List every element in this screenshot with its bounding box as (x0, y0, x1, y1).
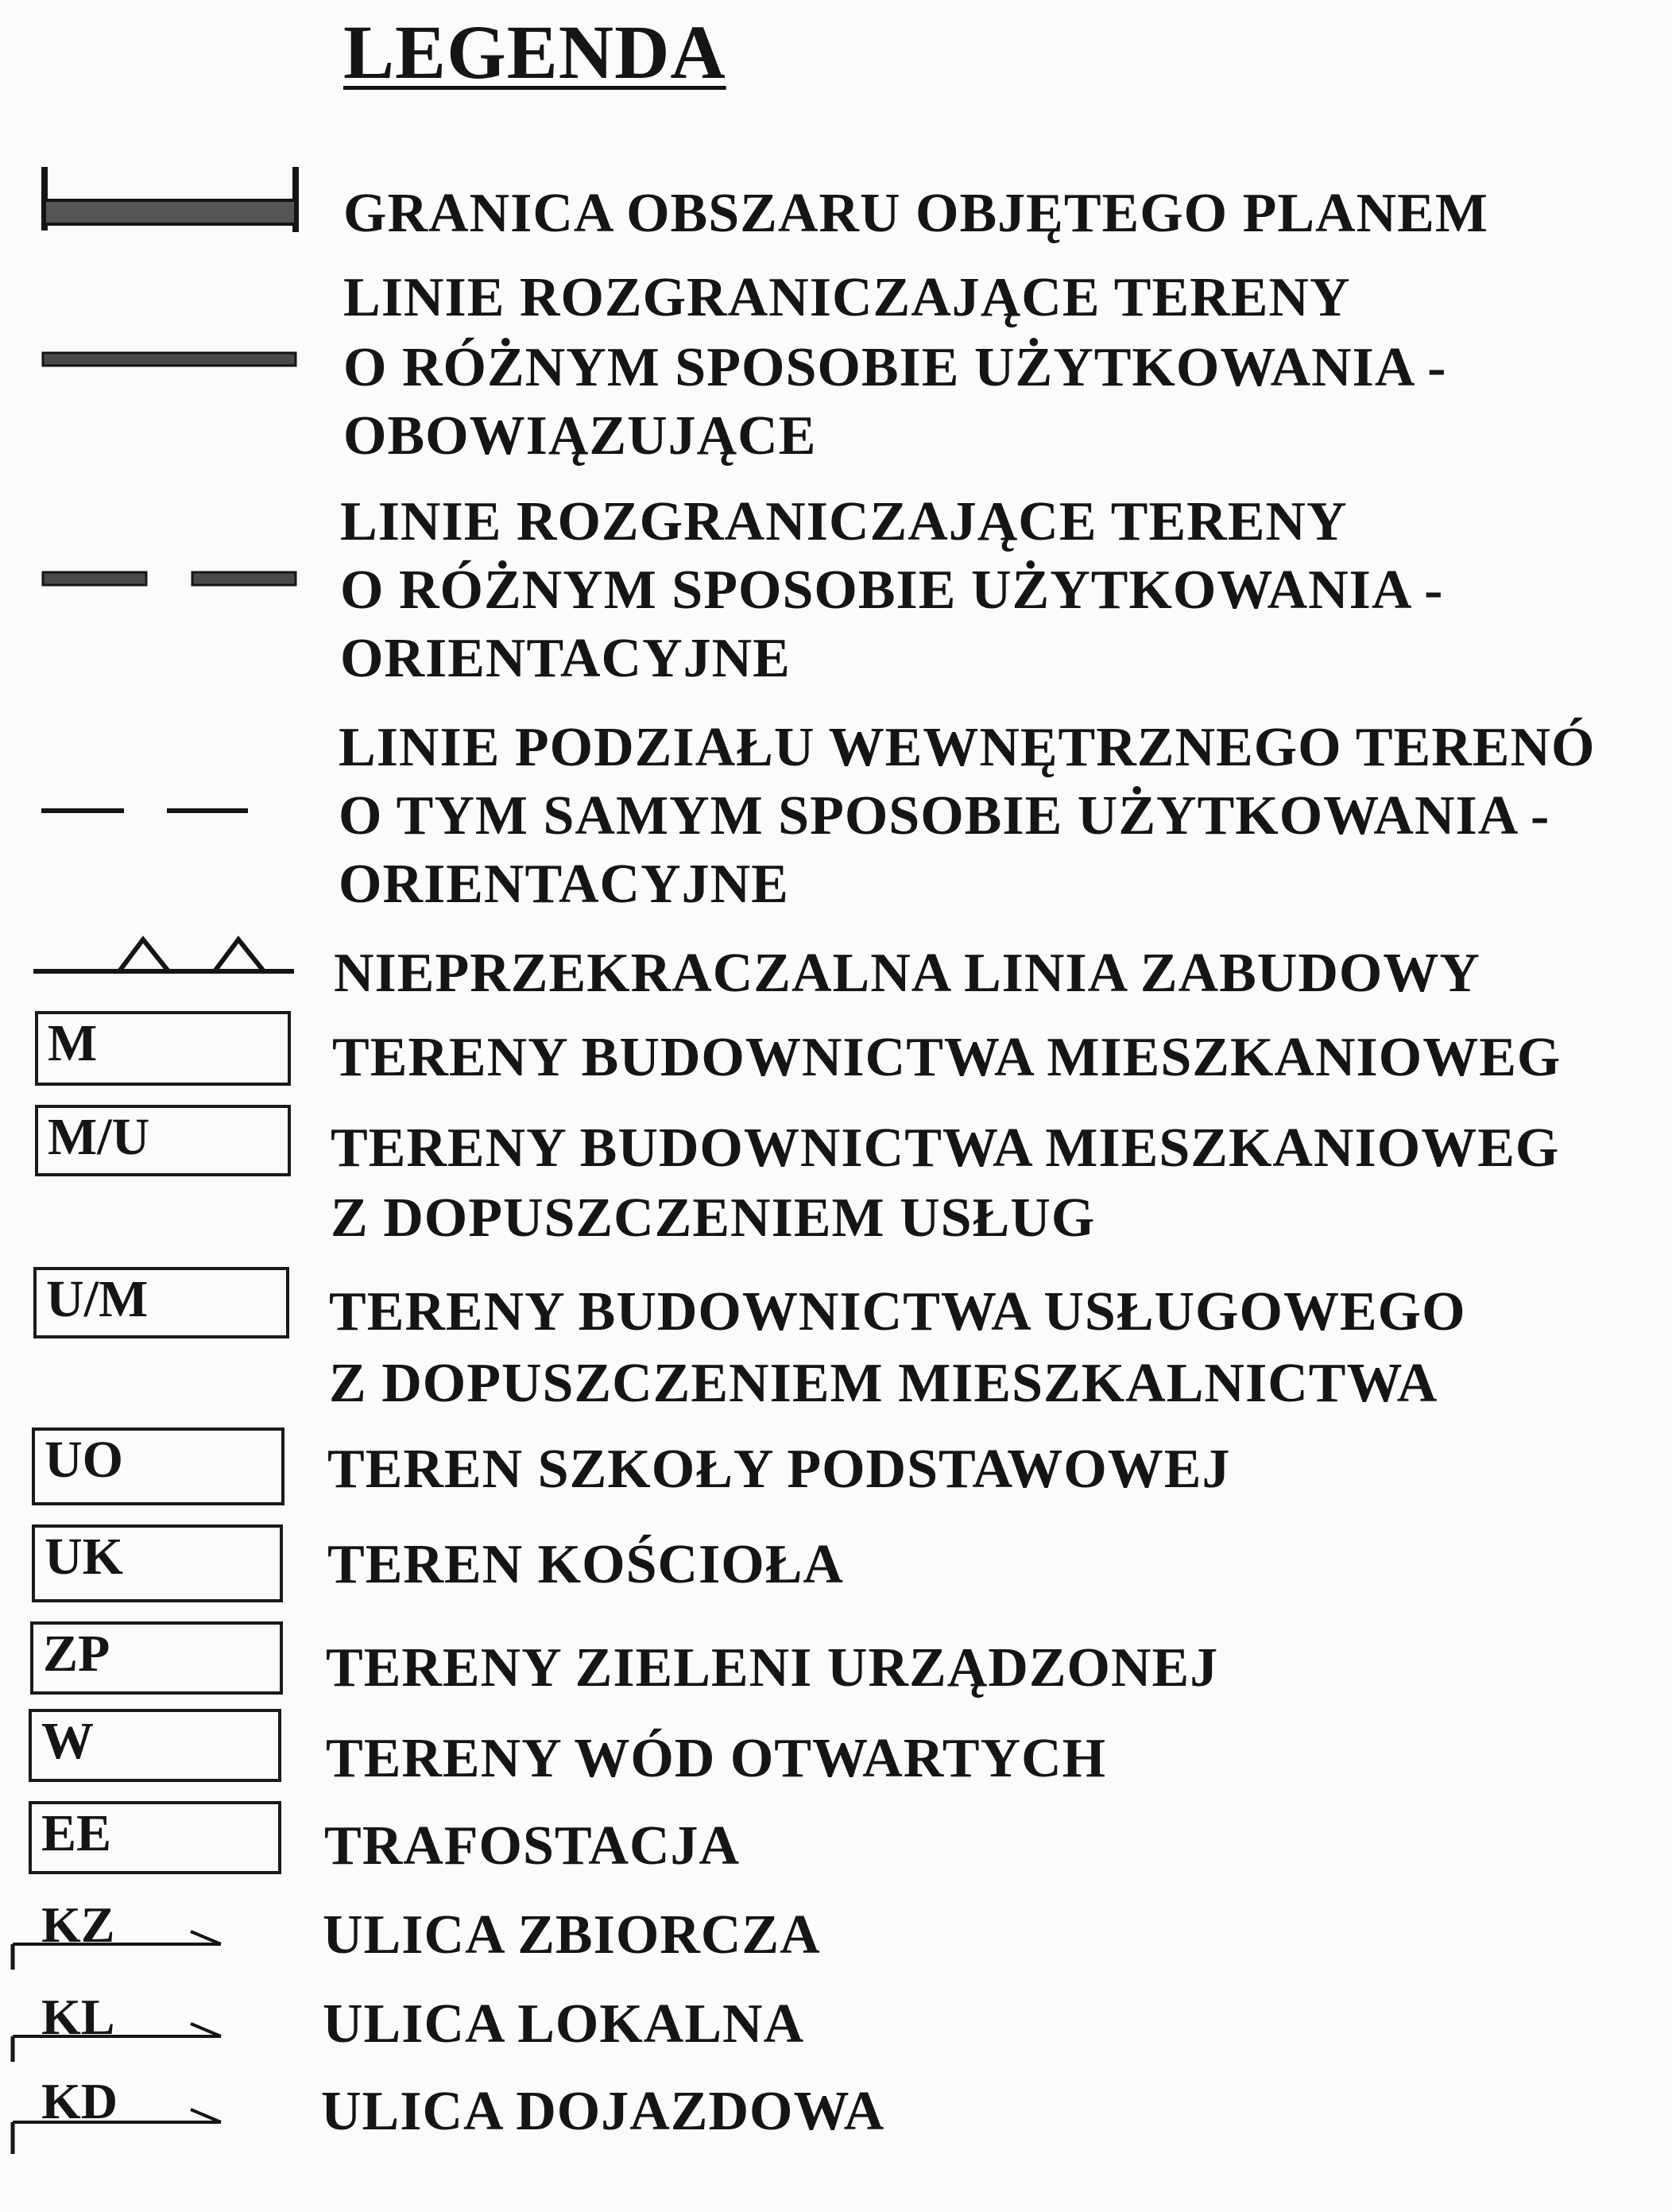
legend-line-label: O RÓŻNYM SPOSOBIE UŻYTKOWANIA - (340, 560, 1444, 621)
zone-label: TERENY BUDOWNICTWA MIESZKANIOWEG (332, 1027, 1562, 1088)
zone-code-box: M (35, 1011, 291, 1086)
zone-code-box: U/M (33, 1267, 289, 1338)
internal-division-symbol (38, 803, 261, 819)
road-code: KL (41, 1989, 115, 2045)
zone-label: TERENY ZIELENI URZĄDZONEJ (326, 1637, 1219, 1699)
zone-label: TEREN KOŚCIOŁA (327, 1534, 844, 1595)
building-line-symbol (32, 932, 302, 979)
road-label: ULICA ZBIORCZA (323, 1904, 821, 1966)
legend-line-label: O TYM SAMYM SPOSOBIE UŻYTKOWANIA - (339, 785, 1550, 846)
zone-label: TRAFOSTACJA (324, 1815, 741, 1877)
legend-line-label: LINIE PODZIAŁU WEWNĘTRZNEGO TERENÓ (339, 717, 1596, 778)
road-code: KZ (41, 1896, 115, 1953)
zone-label: TEREN SZKOŁY PODSTAWOWEJ (327, 1439, 1231, 1500)
zone-code-box: M/U (35, 1105, 291, 1176)
zone-label: Z DOPUSZCZENIEM USŁUG (331, 1187, 1096, 1249)
legend-line-label: ORIENTACYJNE (340, 628, 791, 689)
legend-line-label: LINIE ROZGRANICZAJĄCE TERENY (343, 267, 1351, 328)
demarcation-indicative-symbol (41, 569, 304, 593)
road-code: KD (41, 2073, 118, 2129)
legend-line-label: O RÓŻNYM SPOSOBIE UŻYTKOWANIA - (343, 337, 1447, 398)
zone-label: TERENY BUDOWNICTWA USŁUGOWEGO (329, 1281, 1466, 1342)
demarcation-binding-symbol (41, 350, 304, 374)
legend-line-label: NIEPRZEKRACZALNA LINIA ZABUDOWY (334, 943, 1480, 1004)
legend-line-label: GRANICA OBSZARU OBJĘTEGO PLANEM (343, 183, 1488, 244)
legend-line-label: OBOWIĄZUJĄCE (343, 405, 817, 467)
zone-label: Z DOPUSZCZENIEM MIESZKALNICTWA (329, 1353, 1438, 1414)
zone-label: TERENY WÓD OTWARTYCH (326, 1728, 1107, 1789)
zone-code-box: ZP (30, 1621, 283, 1695)
zone-code-box: UO (32, 1428, 284, 1505)
zone-code-box: W (29, 1709, 281, 1782)
legend-title: LEGENDA (343, 10, 726, 95)
boundary-line-symbol (41, 165, 304, 237)
road-label: ULICA DOJAZDOWA (321, 2081, 885, 2142)
zone-label: TERENY BUDOWNICTWA MIESZKANIOWEG (331, 1118, 1560, 1179)
legend-line-label: ORIENTACYJNE (339, 854, 789, 915)
zone-code-box: UK (32, 1524, 283, 1602)
road-label: ULICA LOKALNA (323, 1993, 805, 2055)
zone-code-box: EE (29, 1801, 281, 1874)
legend-line-label: LINIE ROZGRANICZAJĄCE TERENY (340, 491, 1348, 552)
